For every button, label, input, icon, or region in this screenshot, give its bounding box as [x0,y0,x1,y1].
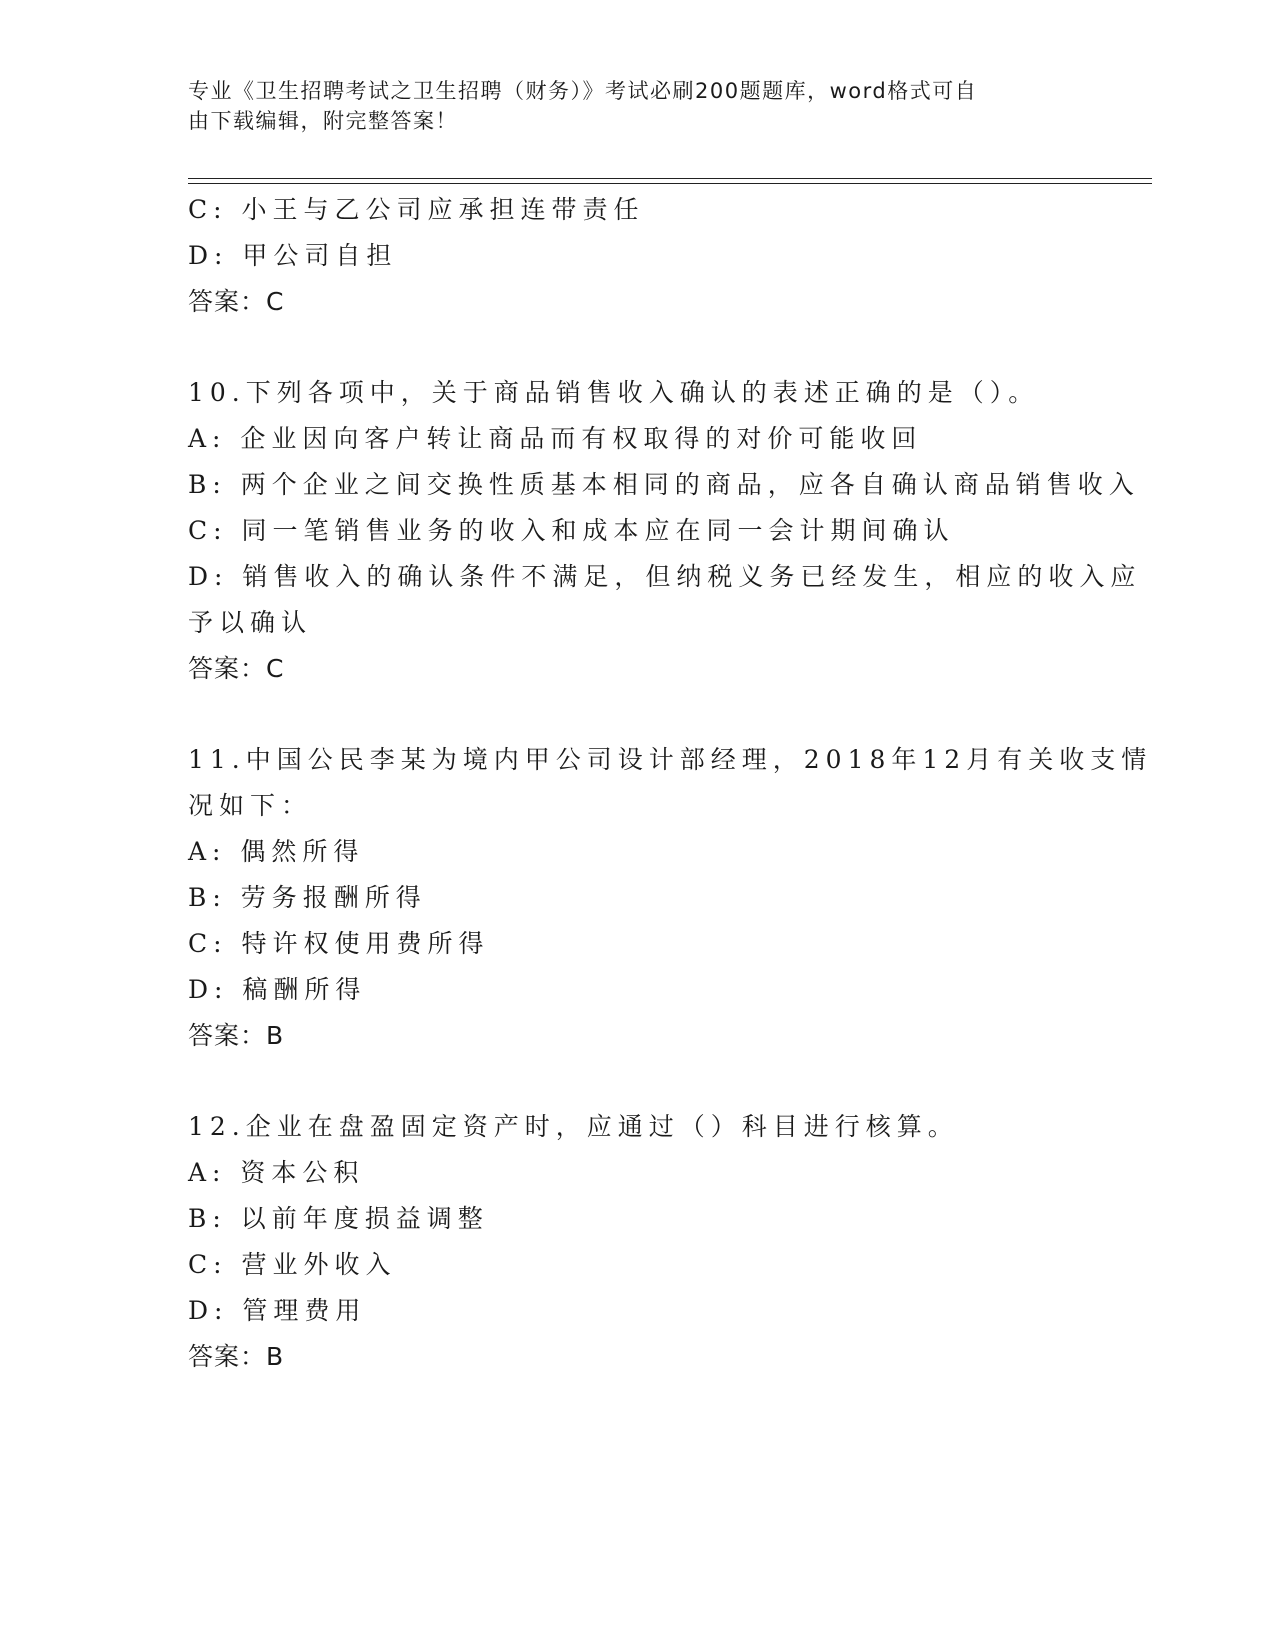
question-stem-line-2: 况如下： [188,791,313,820]
option-d: D: 甲公司自担 [188,241,398,270]
question-10 [188,370,1142,692]
question-stem-line-1: 11.中国公民李某为境内甲公司设计部经理，2018年12月有关收支情 [188,745,1153,774]
question-12 [188,1104,1088,1380]
question-stem: 10.下列各项中，关于商品销售收入确认的表述正确的是（）。 [188,378,1040,407]
answer: 答案：B [188,1021,285,1050]
question-stem: 12.企业在盘盈固定资产时，应通过（）科目进行核算。 [188,1112,959,1141]
option-b: B: 以前年度损益调整 [188,1204,489,1233]
option-d-continued: 予以确认 [188,608,313,637]
option-a: A: 资本公积 [188,1158,365,1187]
header-title-line-2: 由下载编辑，附完整答案！ [188,109,458,133]
option-c: C: 同一笔销售业务的收入和成本应在同一会计期间确认 [188,516,955,545]
header-title-line-1: 专业《卫生招聘考试之卫生招聘（财务）》考试必刷200题题库，word格式可自 [188,79,978,103]
option-d: D: 管理费用 [188,1296,367,1325]
option-c: C: 特许权使用费所得 [188,929,490,958]
option-b: B: 劳务报酬所得 [188,883,427,912]
question-9-tail [188,187,1088,325]
option-d: D: 稿酬所得 [188,975,367,1004]
question-11 [188,737,1153,1059]
option-c: C: 小王与乙公司应承担连带责任 [188,195,645,224]
document-header [188,76,1068,136]
option-d: D: 销售收入的确认条件不满足，但纳税义务已经发生，相应的收入应 [188,562,1142,591]
option-a: A: 企业因向客户转让商品而有权取得的对价可能收回 [188,424,923,453]
answer: 答案：B [188,1342,285,1371]
question-list [188,187,1153,1425]
option-b: B: 两个企业之间交换性质基本相同的商品，应各自确认商品销售收入 [188,470,1140,499]
header-divider-top [188,178,1152,179]
option-c: C: 营业外收入 [188,1250,397,1279]
header-divider-bottom [188,183,1152,184]
option-a: A: 偶然所得 [188,837,365,866]
answer: 答案：C [188,654,285,683]
answer: 答案：C [188,287,285,316]
